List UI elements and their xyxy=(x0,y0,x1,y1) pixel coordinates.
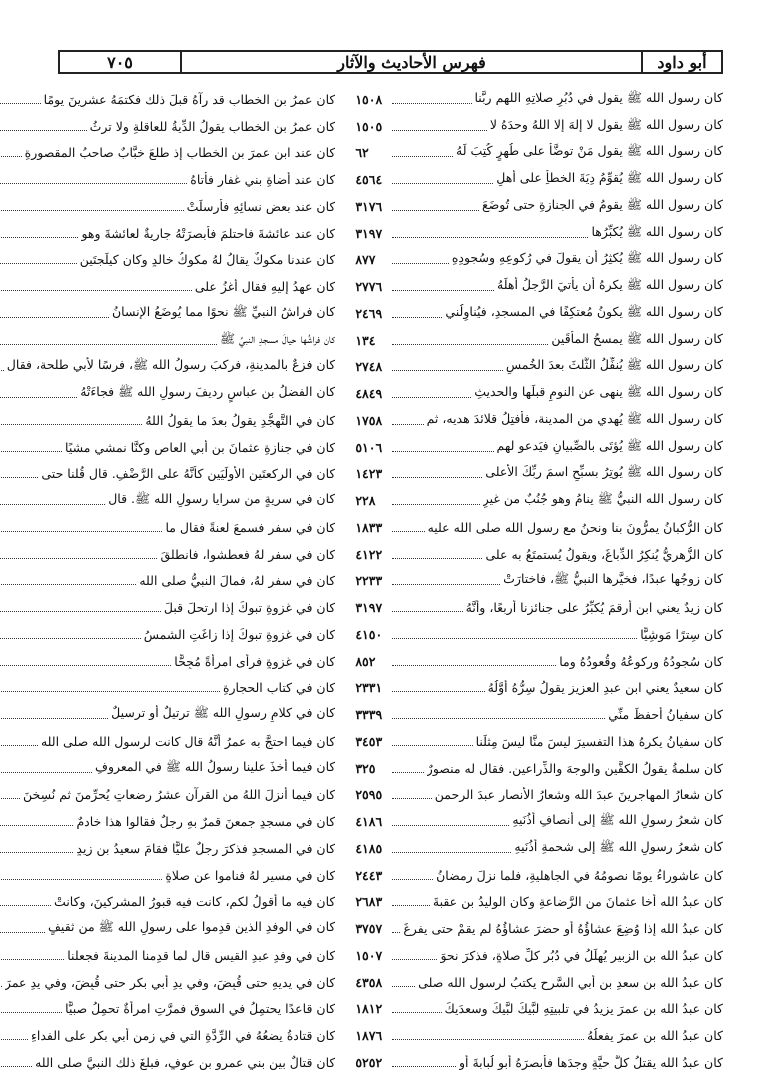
leader-dots xyxy=(0,210,184,211)
hadith-number: ١٥٠٨ xyxy=(355,91,383,107)
entry-text: كان عند ابنِ عمرَ بن الخطابِ إذ طلعَ خبَّابٌ صاحبُ المقصورةِ xyxy=(24,145,336,161)
entry-text: كان عبدُ الله أخا عثمانَ من الرَّضاعةِ وكان الوليدُ بن عقبةَ xyxy=(432,894,723,910)
hadith-number: ٨٧٧ xyxy=(355,252,376,268)
entry-text: كان في غزوةٍ فرأى امرأةً مُجِحًّا xyxy=(174,653,336,669)
entry-text: كان رسول الله ﷺ يُكثِرُ أن يقولَ في رُكوعِهِ وسُجودِهِ xyxy=(451,250,723,266)
entry-text: كان عبدُ الله بن الزبيرِ يُهلِّلُ في دُبُرِ كلِّ صلاةٍ، فذكرَ نحوَ xyxy=(440,947,723,963)
index-entry xyxy=(355,380,723,407)
entry-text: كان الزُّهريُّ يُنكِرُ الدِّباغَ، ويقولُ يُستمتَعُ به على xyxy=(485,546,723,562)
leader-dots xyxy=(0,905,51,906)
hadith-number: ٢٥٩٥ xyxy=(355,787,383,803)
leader-dots xyxy=(392,183,493,184)
hadith-number: ٢٤٦٩ xyxy=(355,305,383,321)
entry-text: كان شعرُ رسولِ الله ﷺ إلى أنصافِ أُذُنَيهِ xyxy=(512,812,723,828)
index-entry xyxy=(355,1049,723,1076)
entry-text: كان رسول الله ﷺ يقول لا إلهَ إلا اللهُ وحدَهُ لا xyxy=(489,116,723,132)
leader-dots xyxy=(392,558,482,559)
index-entry xyxy=(355,407,723,434)
entry-text: كان فيه ما أقولُ لكم، كانت فيه قبورُ المشركينَ، وكانتْ xyxy=(54,894,336,910)
leader-dots xyxy=(392,237,588,238)
entry-text: كان رسول الله ﷺ يقول مَنْ توضَّأَ على طُهرٍ كُتِبَ لَهُ xyxy=(456,143,723,159)
index-entry xyxy=(0,247,335,274)
hadith-number: ١٥٠٧ xyxy=(355,947,383,963)
index-entry xyxy=(355,487,723,514)
entry-text: كان رسول الله ﷺ يُؤتَى بالصِّبيانِ فيَدعو لهم xyxy=(496,437,723,453)
index-entry xyxy=(0,862,335,889)
index-entry xyxy=(0,782,335,809)
leader-dots xyxy=(0,183,187,184)
entry-text: كان عبدُ الله بن عمرَ يزيدُ في تلبيتِهِ لبَّيكَ لبَّيكَ وسعدَيكَ xyxy=(444,1001,723,1017)
hadith-number: ٤٨٤٩ xyxy=(355,386,383,402)
index-entry xyxy=(0,728,335,755)
index-entry xyxy=(355,728,723,755)
leader-dots xyxy=(0,1039,28,1040)
entry-text: كان رسول الله ﷺ يكونُ مُعتكِفًا في المسجدِ، فيُناوِلُني xyxy=(445,303,723,319)
hadith-number: ١٣٤ xyxy=(355,332,376,348)
index-entry xyxy=(355,942,723,969)
entry-text: كان سُجودُهُ وركوعُهُ وقُعودُهُ وما xyxy=(559,653,723,669)
page-number: ٧٠٥ xyxy=(107,52,133,72)
entry-text: كان عند عائشةَ فاحتلمَ فأبصرَتْهُ جاريةٌ لعائشةَ وهو xyxy=(81,225,336,241)
entry-text: كان في غزوةِ تبوكَ إذا زاغَتِ الشمسُ xyxy=(143,626,336,642)
leader-dots xyxy=(392,718,605,719)
index-entry xyxy=(355,701,723,728)
index-entry xyxy=(355,113,723,140)
hadith-number: ٢٤٤٣ xyxy=(355,867,383,883)
index-entry xyxy=(0,675,335,702)
hadith-number: ٢٧٧٦ xyxy=(355,279,383,295)
leader-dots xyxy=(392,825,509,826)
index-entry xyxy=(0,300,335,327)
hadith-number: ٣٢٥ xyxy=(355,760,376,776)
leader-dots xyxy=(392,1012,441,1013)
hadith-number: ٢٧٤٨ xyxy=(355,359,383,375)
index-entry xyxy=(355,354,723,381)
index-entry xyxy=(0,407,335,434)
entry-text: كان فزعٌ بالمدينةِ، فركبَ رسولُ الله ﷺ، فرسًا لأبي طلحة، فقال xyxy=(6,357,336,373)
entry-text: كان في الركعتَينِ الأولَيَينِ كأنَّهُ على الرَّضْفِ. قال قُلنا حتى xyxy=(41,466,336,482)
index-entry xyxy=(355,434,723,461)
index-entry xyxy=(0,140,335,167)
leader-dots xyxy=(392,451,493,452)
index-entry xyxy=(355,220,723,247)
leader-dots xyxy=(392,210,479,211)
hadith-number: ١٧٥٨ xyxy=(355,412,383,428)
entry-text: كان رسول الله ﷺ يكرهُ أن يأتيَ الرَّجلُ أهلَهُ xyxy=(497,277,723,293)
hadith-number: ٣٣٣٩ xyxy=(355,707,383,723)
entry-text: كان عبدُ الله يقتلُ كلَّ حيَّةٍ وجدَها فأبصرَهُ أبو لُبابةَ أو xyxy=(458,1054,723,1070)
leader-dots xyxy=(392,986,415,987)
leader-dots xyxy=(0,959,64,960)
leader-dots xyxy=(0,584,136,585)
leader-dots xyxy=(0,1066,32,1067)
index-entry xyxy=(0,808,335,835)
index-entry xyxy=(0,942,335,969)
entry-text: كان الرُّكبانُ يمرُّونَ بنا ونحنُ مع رسول الله صلى الله عليه xyxy=(427,519,723,535)
entry-text: كان عند بعضِ نسائِهِ فأرسلَتْ xyxy=(186,198,336,214)
entry-text: كان سلمةُ يقولُ الكفَّينِ والوجهَ والذِّراعينِ. فقال له منصورٌ xyxy=(426,760,723,776)
index-entry xyxy=(0,354,335,381)
entry-text: كان عمرُ بن الخطابِ قد رآهُ قبلَ ذلك فكتمَهُ عشرينَ يومًا xyxy=(43,91,336,107)
hadith-number: ٤١٨٦ xyxy=(355,814,383,830)
index-entry xyxy=(355,782,723,809)
index-entry xyxy=(355,808,723,835)
index-entry xyxy=(0,113,335,140)
leader-dots xyxy=(392,879,433,880)
leader-dots xyxy=(0,397,77,398)
leader-dots xyxy=(0,665,171,666)
entry-text: كان في كلامِ رسولِ الله ﷺ ترتيلٌ أو ترسيلٌ xyxy=(111,705,336,721)
entry-text: كان عبدُ الله إذا وُضِعَ عشاؤُهُ أو حضرَ عشاؤُهُ لم يقمْ حتى يفرغَ xyxy=(403,921,723,937)
index-entry xyxy=(0,487,335,514)
hadith-number: ٢٢٣٣ xyxy=(355,573,383,589)
leader-dots xyxy=(0,130,87,131)
index-entry xyxy=(355,193,723,220)
index-entry xyxy=(0,568,335,595)
hadith-number: ٨٥٢ xyxy=(355,653,376,669)
leader-dots xyxy=(392,1039,584,1040)
leader-dots xyxy=(0,772,92,773)
index-entry xyxy=(0,835,335,862)
leader-dots xyxy=(392,905,430,906)
leader-dots xyxy=(0,263,77,264)
leader-dots xyxy=(392,691,484,692)
index-entry xyxy=(0,380,335,407)
index-entry xyxy=(355,140,723,167)
index-entry xyxy=(0,621,335,648)
hadith-number: ٣٤٥٣ xyxy=(355,733,383,749)
leader-dots xyxy=(392,103,471,104)
entry-text: كان فيما احتجَّ به عمرُ أنَّهُ قال كانت لرسولِ الله صلى الله xyxy=(40,733,336,749)
leader-dots xyxy=(0,103,41,104)
leader-dots xyxy=(0,290,192,291)
entry-text: كان رسول الله ﷺ يُهدي من المدينة، فأفتِلُ قلائدَ هديه، ثم xyxy=(426,410,723,426)
entry-text: كان رسول الله ﷺ يمسحُ المأقَين xyxy=(551,330,723,346)
hadith-number: ٦٢ xyxy=(355,145,369,161)
index-entry xyxy=(0,594,335,621)
entry-text: كان عهدُ إليهِ فقال أغزُ على xyxy=(194,279,336,295)
leader-dots xyxy=(0,825,73,826)
leader-dots xyxy=(392,317,442,318)
entry-text: كان عند أضاةِ بني غفارٍ فأتاهُ xyxy=(190,172,336,188)
entry-text: كان في التَّهجُّدِ يقولُ بعدَ ما يقولُ اللهُ xyxy=(145,412,336,428)
leader-dots xyxy=(0,317,109,318)
hadith-number: ١٨٧٦ xyxy=(355,1028,383,1044)
entry-text: كان سعيدٌ يعني ابن عبدِ العزيزِ يقولُ سِرُّهُ أوَّلُهُ xyxy=(487,680,723,696)
index-entry xyxy=(0,1049,335,1076)
index-entry xyxy=(355,541,723,568)
leader-dots xyxy=(392,611,462,612)
entry-text: كان رسول الله ﷺ ينهى عن النومِ قبلَها والحديثِ xyxy=(474,384,723,400)
leader-dots xyxy=(0,986,2,987)
hadith-number: ٤١٨٥ xyxy=(355,840,383,856)
leader-dots xyxy=(0,504,105,505)
entry-text: كان في المسجدِ فذكرَ رجلٌ عليًّا فقامَ سعيدُ بن زيدٍ xyxy=(76,840,336,856)
leader-dots xyxy=(0,531,162,532)
index-entry xyxy=(355,273,723,300)
index-entry xyxy=(0,461,335,488)
entry-text: كان رسول الله ﷺ يُقوِّمُ دِيَةَ الخطأِ على أهلِ xyxy=(496,170,723,186)
index-entry xyxy=(0,701,335,728)
index-entry xyxy=(355,862,723,889)
index-entry xyxy=(355,969,723,996)
entry-text: كان في وفدِ عبدِ القيسِ قال لما قدِمنا المدينةَ فجعلنا xyxy=(67,947,336,963)
index-entry xyxy=(355,594,723,621)
leader-dots xyxy=(0,611,161,612)
hadith-number: ١٨١٢ xyxy=(355,1001,383,1017)
index-entry xyxy=(0,327,335,354)
hadith-number: ٢٣٣١ xyxy=(355,680,383,696)
leader-dots xyxy=(0,237,78,238)
leader-dots xyxy=(392,665,556,666)
entry-text: كان عاشوراءُ يومًا نصومُهُ في الجاهليةِ، فلما نزلَ رمضانُ xyxy=(436,867,723,883)
hadith-number: ٤٣٥٨ xyxy=(355,974,383,990)
index-entry xyxy=(0,915,335,942)
index-entry xyxy=(0,86,335,113)
hadith-number: ١٤٢٣ xyxy=(355,466,383,482)
page-header xyxy=(58,50,723,74)
index-entry xyxy=(355,835,723,862)
leader-dots xyxy=(0,932,45,933)
index-entry xyxy=(0,434,335,461)
hadith-number: ٤٥٦٤ xyxy=(355,172,383,188)
leader-dots xyxy=(392,397,471,398)
index-entry xyxy=(355,648,723,675)
entry-text: كان عندنا مكوكٌ يقالُ لهُ مكوكُ خالدٍ وكان كيلَجتَين xyxy=(79,252,336,268)
leader-dots xyxy=(0,558,157,559)
leader-dots xyxy=(392,1066,456,1067)
leader-dots xyxy=(0,852,73,853)
index-entry xyxy=(355,755,723,782)
entry-text: كان قاعدًا يحتمِلُ في السوقِ فمرَّتِ امرأةٌ تحمِلُ صبيًّا xyxy=(65,1001,336,1017)
leader-dots xyxy=(392,852,511,853)
entry-text: كان عمرُ بن الخطابِ يقولُ الدِّيةُ للعاقلةِ ولا ترثُ xyxy=(89,118,336,134)
leader-dots xyxy=(392,504,479,505)
hadith-number: ٢٢٨ xyxy=(355,493,376,509)
leader-dots xyxy=(0,370,4,371)
leader-dots xyxy=(392,130,487,131)
hadith-number: ١٥٠٥ xyxy=(355,118,383,134)
leader-dots xyxy=(392,638,637,639)
leader-dots xyxy=(0,1012,62,1013)
leader-dots xyxy=(392,263,448,264)
index-entry xyxy=(355,915,723,942)
leader-dots xyxy=(0,451,62,452)
leader-dots xyxy=(392,344,548,345)
index-columns xyxy=(4,86,723,1076)
hadith-number: ٣٧٥٧ xyxy=(355,921,383,937)
leader-dots xyxy=(0,477,38,478)
index-entry xyxy=(0,514,335,541)
index-entry xyxy=(355,568,723,595)
entry-text: كان فيما أخذَ علينا رسولُ الله ﷺ في المعروفِ xyxy=(95,758,336,774)
entry-text: كان سفيانُ يكرهُ هذا التفسيرَ ليسَ منَّا ليسَ مِثلَنا xyxy=(475,733,723,749)
book-name: أبو داود xyxy=(641,52,721,72)
entry-text: كان في كتابِ الحجارةِ xyxy=(222,680,336,696)
leader-dots xyxy=(392,959,437,960)
index-entry xyxy=(0,193,335,220)
index-entry xyxy=(0,273,335,300)
entry-text: كان في مسجدٍ جمعنَ قمرٌ بهِ رجلٌ فقالوا هذا خادمٌ xyxy=(76,814,336,830)
leader-dots xyxy=(0,718,108,719)
entry-text: كان زوجُها عبدًا، فخيَّرها النبيُّ ﷺ، فاختارَتْ xyxy=(503,571,723,587)
index-entry xyxy=(355,461,723,488)
index-entry xyxy=(355,889,723,916)
entry-text: كان رسول الله ﷺ يُوتِرُ بسبِّحِ اسمَ ربِّكَ الأعلى xyxy=(485,464,723,480)
entry-text: كان سِترًا مَوشِيًّا xyxy=(640,626,723,642)
entry-text: كان رسول الله ﷺ يُكبِّرُها xyxy=(591,223,723,239)
right-column xyxy=(345,86,723,1076)
entry-text: كان رسول الله ﷺ يقول في دُبُرِ صلاتِهِ اللهم ربَّنا xyxy=(474,89,723,105)
leader-dots xyxy=(392,584,500,585)
hadith-number: ٢٦٨٣ xyxy=(355,894,383,910)
index-entry xyxy=(355,166,723,193)
entry-text: كان شعارُ المهاجرينَ عبدَ الله وشعارُ الأنصارِ عبدَ الرحمنِ xyxy=(434,787,723,803)
hadith-number: ٣١٩٧ xyxy=(355,600,383,616)
entry-text: كان فراشُها حيالَ مسجدِ النبيِّ ﷺ xyxy=(219,330,336,346)
index-entry xyxy=(0,1022,335,1049)
leader-dots xyxy=(392,424,423,425)
entry-text: كان في سفرٍ لهُ فعطشوا، فانطلقَ xyxy=(160,546,336,562)
index-entry xyxy=(355,327,723,354)
index-entry xyxy=(0,166,335,193)
entry-text: كان رسول الله ﷺ يقومُ في الجنازةِ حتى تُوضَعَ xyxy=(481,196,723,212)
left-column xyxy=(0,86,345,1076)
leader-dots xyxy=(0,156,22,157)
leader-dots xyxy=(0,424,142,425)
index-entry xyxy=(355,247,723,274)
leader-dots xyxy=(0,344,217,345)
hadith-number: ٣١٧٦ xyxy=(355,198,383,214)
entry-text: كان في سفرٍ فسمعَ لعنةً فقال ما xyxy=(165,519,336,535)
hadith-number: ٥١٠٦ xyxy=(355,439,383,455)
leader-dots xyxy=(392,772,423,773)
index-entry xyxy=(0,889,335,916)
entry-text: كان شعرُ رسولِ الله ﷺ إلى شحمةِ أُذُنَيهِ xyxy=(514,838,723,854)
entry-text: كان رسول الله ﷺ يُنفِّلُ الثُّلثَ بعدَ الخُمسِ xyxy=(505,357,723,373)
hadith-number: ٤١٥٠ xyxy=(355,626,383,642)
leader-dots xyxy=(392,798,431,799)
leader-dots xyxy=(392,290,494,291)
index-title: فهرس الأحاديث والآثار xyxy=(180,52,641,72)
index-entry xyxy=(355,621,723,648)
hadith-number: ٣١٩٧ xyxy=(355,225,383,241)
leader-dots xyxy=(392,370,503,371)
entry-text: كان عبدُ الله بن عمرَ يفعلُهُ xyxy=(587,1028,723,1044)
entry-text: كان في سفرٍ لهُ، فمالَ النبيُّ صلى الله xyxy=(139,573,336,589)
index-entry xyxy=(0,996,335,1023)
entry-text: كان الفضلُ بن عباسٍ رديفَ رسولِ الله ﷺ فجاءَتْهُ xyxy=(80,384,336,400)
entry-text: كان عبدُ الله بن سعدِ بن أبي السَّرحِ يكتبُ لرسولِ الله صلى xyxy=(418,974,723,990)
entry-text: كان قتادةُ يضعُهُ في الرِّدَّةِ التي في زمنِ أبي بكرٍ على الفداءِ xyxy=(30,1028,336,1044)
leader-dots xyxy=(392,156,453,157)
leader-dots xyxy=(392,531,424,532)
leader-dots xyxy=(0,745,38,746)
index-entry xyxy=(0,648,335,675)
index-entry xyxy=(355,675,723,702)
index-entry xyxy=(355,1022,723,1049)
hadith-number: ٥٢٥٢ xyxy=(355,1054,383,1070)
entry-text: كان فيما أنزلَ اللهُ من القرآنِ عشرُ رضعاتٍ يُحرِّمنَ ثم نُسِخنَ xyxy=(23,787,336,803)
leader-dots xyxy=(392,745,472,746)
entry-text: كان رسول الله النبيُّ ﷺ ينامُ وهو جُنُبٌ من غيرِ xyxy=(482,491,723,507)
leader-dots xyxy=(0,691,220,692)
entry-text: كان في مسيرٍ لهُ فناموا عن صلاةٍ xyxy=(165,867,336,883)
entry-text: كان في يديهِ حتى قُبِضَ، وفي يدِ أبي بكرٍ حتى قُبِضَ، وفي يدِ عمرَ xyxy=(4,974,336,990)
entry-text: كان زيدٌ يعني ابن أرقمَ يُكبِّرُ على جنائزِنا أربعًا، وأنَّهُ xyxy=(465,600,723,616)
leader-dots xyxy=(0,638,141,639)
leader-dots xyxy=(0,879,162,880)
entry-text: كان في جنازةِ عثمانَ بن أبي العاصِ وكنَّا نمشي مشيًا xyxy=(65,439,336,455)
leader-dots xyxy=(392,932,400,933)
entry-text: كان سفيانُ أحفظَ منِّي xyxy=(608,707,723,723)
hadith-number: ٤١٢٢ xyxy=(355,546,383,562)
index-entry xyxy=(355,996,723,1023)
index-entry xyxy=(355,514,723,541)
entry-text: كان في سريةٍ من سرايا رسولِ الله ﷺ. قال xyxy=(108,491,336,507)
index-entry xyxy=(0,541,335,568)
index-entry xyxy=(0,220,335,247)
leader-dots xyxy=(0,798,20,799)
index-entry xyxy=(355,300,723,327)
index-entry xyxy=(0,755,335,782)
leader-dots xyxy=(392,477,482,478)
entry-text: كان في الوفدِ الذين قدِموا على رسولِ الله ﷺ من ثقيفٍ xyxy=(47,919,336,935)
entry-text: كان قتالٌ بين بني عمرِو بن عوفٍ، فبلغَ ذلك النبيَّ صلى الله xyxy=(35,1054,336,1070)
entry-text: كان فراشُ النبيِّ ﷺ نحوًا مما يُوضَعُ الإنسانُ xyxy=(112,303,336,319)
index-entry xyxy=(355,86,723,113)
entry-text: كان في غزوةِ تبوكَ إذا ارتحلَ قبلَ xyxy=(163,600,336,616)
index-entry xyxy=(0,969,335,996)
hadith-number: ١٨٣٣ xyxy=(355,519,383,535)
